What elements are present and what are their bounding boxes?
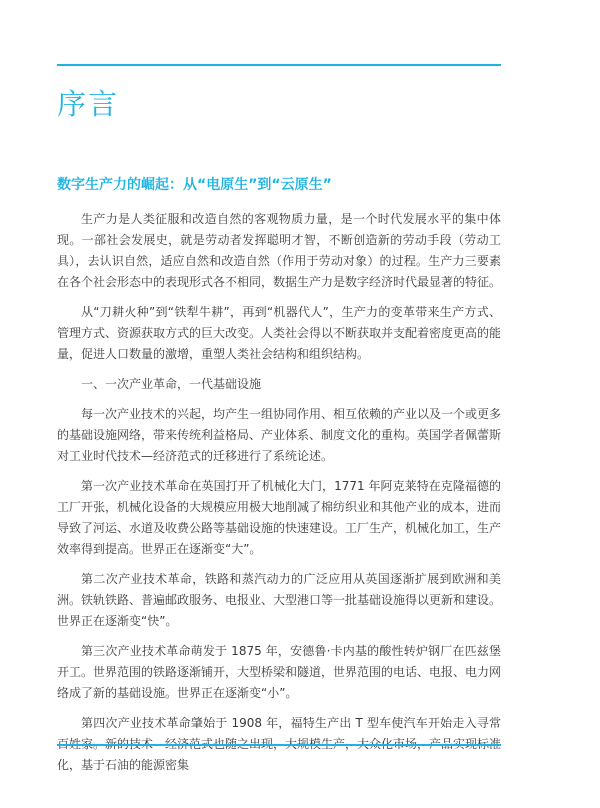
bottom-divider <box>57 744 501 746</box>
paragraph-8: 第四次产业技术革命肇始于 1908 年，福特生产出 T 型车使汽车开始走入寻常 化，基于石油的能源密集 <box>57 716 501 772</box>
section-heading: 数字生产力的崛起：从“电原生”到“云原生” <box>57 177 332 193</box>
paragraph-3: 一、一次产业革命，一代基础设施 <box>81 377 262 391</box>
paragraph-1: 生产力是人类征服和改造自然的客观物质力量，是一个时代发展水平的集中体现。一部社会发展史，就是劳动者发挥聪明才智，不断创造新的劳动手段（劳动工具），去认识自然，适应自然和改造自然（作用于劳动对象）的过程。生产力三要素在各个社会形态中的表现形式各不相同，数据生产力是数字经济时代最显著的特征。 <box>57 212 502 289</box>
paragraph-6: 第二次产业技术革命，铁路和蒸汽动力的广泛应用从英国逐渐扩展到欧洲和美洲。铁轨铁路、普遍邮政服务、电报业、大型港口等一批基础设施得以更新和建设。世界正在逐渐变“快”。 <box>57 572 502 628</box>
paragraph-5: 第一次产业技术革命在英国打开了机械化大门，1771 年阿克莱特在克隆福德的工厂开张，机械化设备的大规模应用极大地削减了棉纺织业和其他产业的成本，进而导致了河运、水道及收费公路等基础设施的快速建设。工厂生产，机械化加工，生产效率得到提高。世界正在逐渐变“大”。 <box>57 479 502 556</box>
paragraph-7: 第三次产业技术革命萌发于 1875 年，安德鲁·卡内基的酸性转炉钢厂在匹兹堡开工。世界范围的铁路逐渐铺开，大型桥梁和隧道，世界范围的电话、电报、电力网络成了新的基础设施。世界正在逐渐变“小”。 <box>57 644 502 700</box>
top-divider <box>57 64 501 66</box>
paragraph-2: 从“刀耕火种”到“铁犁牛耕”，再到“机器代人”，生产力的变革带来生产方式、管理方式、资源获取方式的巨大改变。人类社会得以不断获取并支配着密度更高的能量，促进人口数量的激增，重塑人类社会结构和组织结构。 <box>57 305 502 361</box>
paragraph-4: 每一次产业技术的兴起，均产生一组协同作用、相互依赖的产业以及一个或更多的基础设施网络，带来传统利益格局、产业体系、制度文化的重构。英国学者佩蕾斯对工业时代技术—经济范式的迁移进行了系统论述。 <box>57 407 502 463</box>
page-title: 序言 <box>57 87 120 121</box>
body-text <box>57 209 501 785</box>
